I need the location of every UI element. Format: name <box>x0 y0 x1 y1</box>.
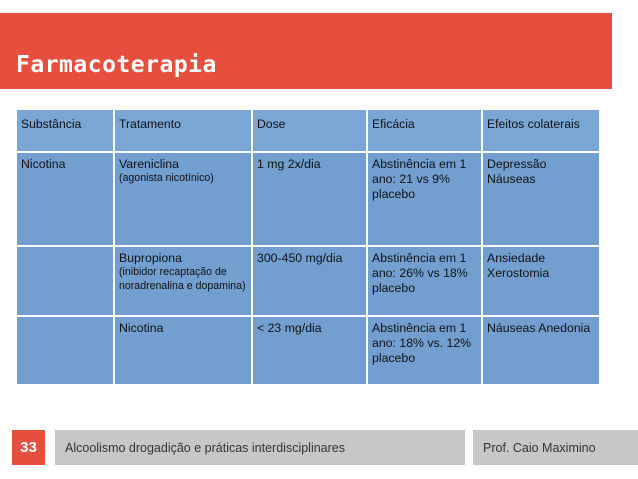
cell-treatment <box>115 247 251 315</box>
cell-side-effects: Depressão Náuseas <box>483 153 599 245</box>
cell-efficacy: Abstinência em 1 ano: 26% vs 18% placebo <box>368 247 481 315</box>
table-row <box>17 317 603 384</box>
footer-author: Prof. Caio Maximino <box>473 430 638 465</box>
cell-dose: 1 mg 2x/dia <box>253 153 366 245</box>
cell-substance: Nicotina <box>17 153 113 245</box>
page-number: 33 <box>12 430 45 465</box>
treatment-name: Nicotina <box>119 321 164 335</box>
treatment-name: Vareniclina <box>119 157 179 171</box>
header-dose: Dose <box>253 110 366 151</box>
table-row <box>17 153 603 245</box>
cell-dose: < 23 mg/dia <box>253 317 366 384</box>
header-efficacy: Eficácia <box>368 110 481 151</box>
cell-efficacy: Abstinência em 1 ano: 21 vs 9% placebo <box>368 153 481 245</box>
treatment-name: Bupropiona <box>119 251 182 265</box>
cell-efficacy: Abstinência em 1 ano: 18% vs. 12% placebo <box>368 317 481 384</box>
slide-title: Farmacoterapia <box>16 52 217 78</box>
header-treatment: Tratamento <box>115 110 251 151</box>
treatment-note: (agonista nicotínico) <box>119 172 214 184</box>
table-header-row <box>17 110 603 151</box>
footer-course-title: Alcoolismo drogadição e práticas interdisciplinares <box>55 430 465 465</box>
cell-treatment <box>115 317 251 384</box>
cell-treatment <box>115 153 251 245</box>
cell-substance <box>17 317 113 384</box>
header-substance: Substância <box>17 110 113 151</box>
header-side-effects: Efeitos colaterais <box>483 110 599 151</box>
treatment-note: (inibidor recaptação de noradrenalina e dopamina) <box>119 266 246 292</box>
cell-side-effects: Ansiedade Xerostomia <box>483 247 599 315</box>
cell-dose: 300-450 mg/dia <box>253 247 366 315</box>
cell-substance <box>17 247 113 315</box>
pharmacotherapy-table <box>17 110 603 384</box>
cell-side-effects: Náuseas Anedonia <box>483 317 599 384</box>
table-row <box>17 247 603 315</box>
